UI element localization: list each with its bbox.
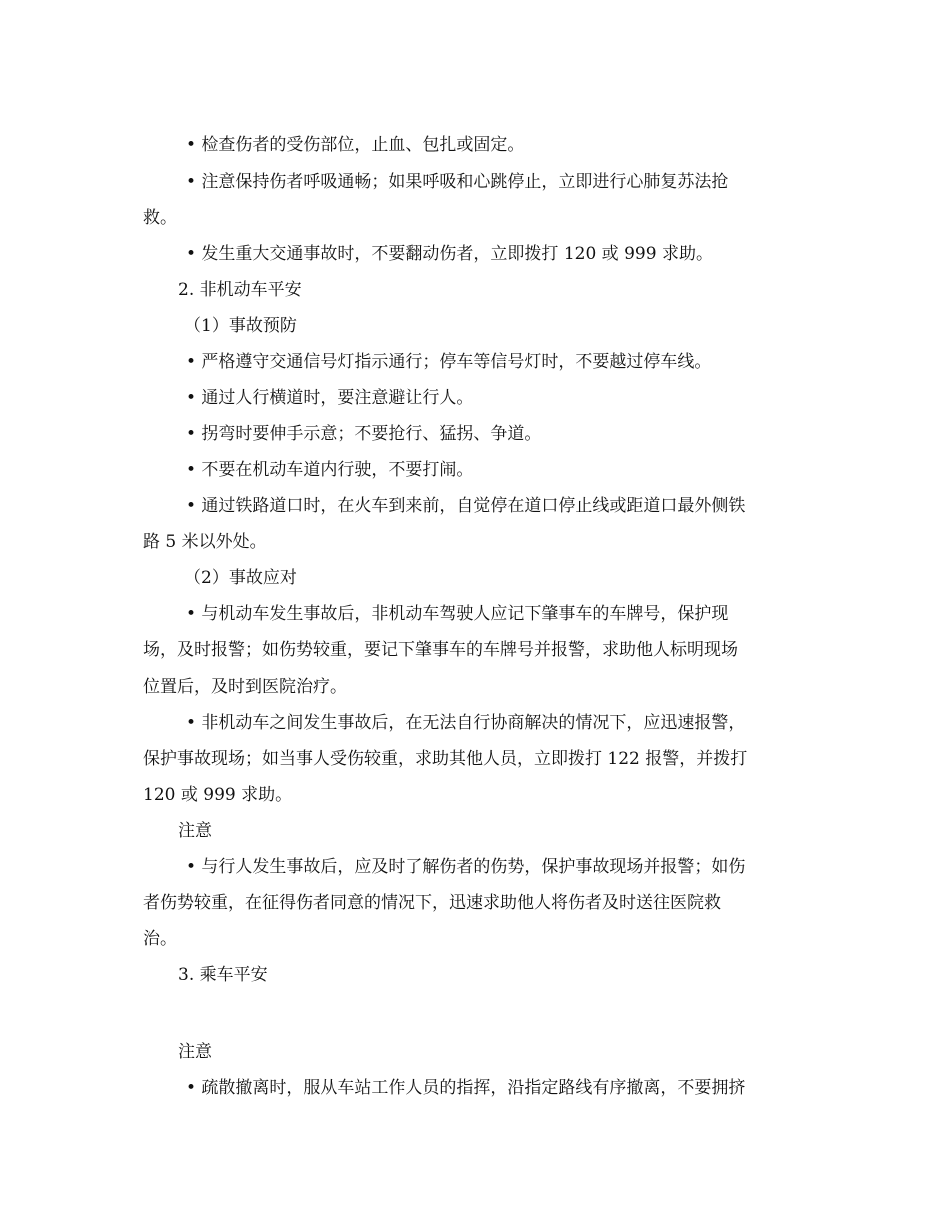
- section-heading: 3. 乘车平安: [178, 965, 268, 985]
- paragraph-line: 保护事故现场；如当事人受伤较重，求助其他人员，立即拨打 122 报警，并拨打: [143, 749, 748, 769]
- paragraph-line: 120 或 999 求助。: [143, 785, 293, 805]
- paragraph-line: 者伤势较重，在征得伤者同意的情况下，迅速求助他人将伤者及时送往医院救: [143, 893, 721, 913]
- paragraph-line: • 检查伤者的受伤部位，止血、包扎或固定。: [186, 135, 525, 155]
- paragraph-line: • 拐弯时要伸手示意；不要抢行、猛拐、争道。: [186, 424, 542, 444]
- paragraph-line: 位置后，及时到医院治疗。: [143, 677, 347, 697]
- paragraph-line: • 不要在机动车道内行驶，不要打闹。: [186, 460, 474, 480]
- paragraph-line: • 注意保持伤者呼吸通畅；如果呼吸和心跳停止，立即进行心肺复苏法抢: [186, 172, 729, 192]
- paragraph-line: • 非机动车之间发生事故后，在无法自行协商解决的情况下，应迅速报警，: [186, 713, 746, 733]
- paragraph-line: 治。: [143, 929, 177, 949]
- paragraph-line: • 发生重大交通事故时，不要翻动伤者，立即拨打 120 或 999 求助。: [186, 244, 713, 264]
- paragraph-line: 场，及时报警；如伤势较重，要记下肇事车的车牌号并报警，求助他人标明现场: [143, 640, 738, 660]
- paragraph-line: 路 5 米以外处。: [143, 532, 267, 552]
- paragraph-line: • 与机动车发生事故后，非机动车驾驶人应记下肇事车的车牌号，保护现: [186, 604, 729, 624]
- note-heading: 注意: [178, 821, 212, 841]
- paragraph-line: • 疏散撤离时，服从车站工作人员的指挥，沿指定路线有序撤离，不要拥挤: [186, 1078, 746, 1098]
- note-heading: 注意: [178, 1042, 212, 1062]
- paragraph-line: • 通过人行横道时，要注意避让行人。: [186, 388, 474, 408]
- paragraph-line: • 通过铁路道口时，在火车到来前，自觉停在道口停止线或距道口最外侧铁: [186, 496, 746, 516]
- subsection-heading: （2）事故应对: [184, 568, 297, 588]
- subsection-heading: （1）事故预防: [184, 316, 297, 336]
- section-heading: 2. 非机动车平安: [178, 280, 302, 300]
- paragraph-line: • 严格遵守交通信号灯指示通行；停车等信号灯时，不要越过停车线。: [186, 352, 712, 372]
- paragraph-line: • 与行人发生事故后，应及时了解伤者的伤势，保护事故现场并报警；如伤: [186, 857, 746, 877]
- paragraph-line: 救。: [143, 208, 177, 228]
